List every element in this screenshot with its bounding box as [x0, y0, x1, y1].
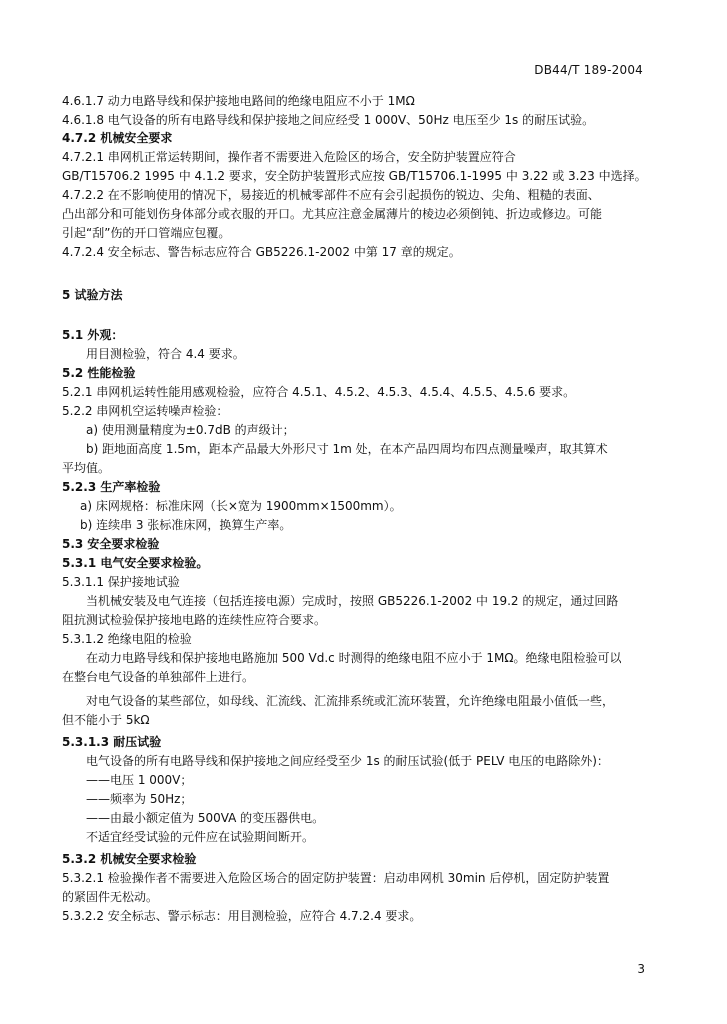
- heading-5-3-1-1: 5.3.1.1 保护接地试验: [62, 575, 180, 589]
- clause-5-3-2-1: 5.3.2.1 检验操作者不需要进入危险区场合的固定防护装置：启动串网机 30min 后停机，固定防护装置: [62, 871, 610, 885]
- clause-5-2-2: 5.2.2 串网机空运转噪声检验：: [62, 404, 229, 418]
- item-5-2-2-b: b) 距地面高度 1.5m，距本产品最大外形尺寸 1m 处，在本产品四周均布四点测量噪声，取其算术: [86, 442, 608, 456]
- clause-4-7-2-2-cont2: 引起“刮”伤的开口管端应包覆。: [62, 226, 231, 240]
- item-frequency: ——频率为 50Hz；: [86, 792, 193, 806]
- item-5-2-2-a: a) 使用测量精度为±0.7dB 的声级计；: [86, 423, 295, 437]
- heading-5-3-1-3: 5.3.1.3 耐压试验: [62, 735, 162, 749]
- item-5-2-3-a: a) 床网规格：标准床网（长×宽为 1900mm×1500mm）。: [80, 499, 402, 513]
- item-transformer: ——由最小额定值为 500VA 的变压器供电。: [86, 811, 325, 825]
- item-5-2-3-b: b) 连续串 3 张标准床网，换算生产率。: [80, 518, 292, 532]
- heading-5-3-2: 5.3.2 机械安全要求检验: [62, 852, 197, 866]
- text-disconnect: 不适宜经受试验的元件应在试验期间断开。: [86, 830, 315, 844]
- text-5-3-1-2-cont: 在整台电气设备的单独部件上进行。: [62, 670, 255, 684]
- heading-5-3-1-2: 5.3.1.2 绝缘电阻的检验: [62, 632, 192, 646]
- item-5-2-2-b-cont: 平均值。: [62, 461, 111, 475]
- text-5-1: 用目测检验，符合 4.4 要求。: [86, 347, 245, 361]
- text-5-3-1-3: 电气设备的所有电路导线和保护接地之间应经受至少 1s 的耐压试验(低于 PELV 电压的电路除外)：: [86, 754, 609, 768]
- text-5-3-1-1-cont: 阻抗测试检验保护接地电路的连续性应符合要求。: [62, 613, 327, 627]
- clause-4-7-2-1-cont: GB/T15706.2 1995 中 4.1.2 要求，安全防护装置形式应按 GB/T15706.1-1995 中 3.22 或 3.23 中选择。: [62, 169, 647, 183]
- clause-4-7-2-1: 4.7.2.1 串网机正常运转期间，操作者不需要进入危险区的场合，安全防护装置应符合: [62, 150, 516, 164]
- clause-4-6-1-8: 4.6.1.8 电气设备的所有电路导线和保护接地之间应经受 1 000V、50Hz 电压至少 1s 的耐压试验。: [62, 113, 595, 127]
- clause-4-7-2-4: 4.7.2.4 安全标志、警告标志应符合 GB5226.1-2002 中第 17 章的规定。: [62, 245, 461, 259]
- document-id-header: DB44/T 189-2004: [534, 63, 643, 77]
- heading-5-3-1: 5.3.1 电气安全要求检验。: [62, 556, 209, 570]
- heading-5-2-3: 5.2.3 生产率检验: [62, 480, 161, 494]
- text-5-3-1-2-p2-cont: 但不能小于 5kΩ: [62, 713, 150, 727]
- heading-5-3: 5.3 安全要求检验: [62, 537, 160, 551]
- clause-4-7-2-2: 4.7.2.2 在不影响使用的情况下，易接近的机械零部件不应有会引起损伤的锐边、尖角、粗糙的表面、: [62, 188, 600, 202]
- heading-4-7-2: 4.7.2 机械安全要求: [62, 131, 173, 145]
- clause-5-3-2-2: 5.3.2.2 安全标志、警示标志：用目测检验，应符合 4.7.2.4 要求。: [62, 909, 422, 923]
- page-number: 3: [637, 962, 645, 976]
- clause-4-7-2-2-cont1: 凸出部分和可能划伤身体部分或衣服的开口。尤其应注意金属薄片的棱边必须倒钝、折边或修边。可能: [62, 207, 603, 221]
- item-voltage: ——电压 1 000V；: [86, 773, 193, 787]
- clause-5-3-2-1-cont: 的紧固件无松动。: [62, 890, 159, 904]
- text-5-3-1-1: 当机械安装及电气连接（包括连接电源）完成时，按照 GB5226.1-2002 中 19.2 的规定，通过回路: [86, 594, 619, 608]
- heading-5-1: 5.1 外观：: [62, 328, 124, 342]
- text-5-3-1-2: 在动力电路导线和保护接地电路施加 500 Vd.c 时测得的绝缘电阻不应小于 1MΩ。绝缘电阻检验可以: [86, 651, 622, 665]
- heading-5-2: 5.2 性能检验: [62, 366, 136, 380]
- clause-5-2-1: 5.2.1 串网机运转性能用感观检验，应符合 4.5.1、4.5.2、4.5.3、4.5.4、4.5.5、4.5.6 要求。: [62, 385, 576, 399]
- clause-4-6-1-7: 4.6.1.7 动力电路导线和保护接地电路间的绝缘电阻应不小于 1MΩ: [62, 94, 415, 108]
- text-5-3-1-2-p2: 对电气设备的某些部位，如母线、汇流线、汇流排系统或汇流环装置，允许绝缘电阻最小值低一些，: [86, 694, 615, 708]
- section-5-title: 5 试验方法: [62, 288, 123, 302]
